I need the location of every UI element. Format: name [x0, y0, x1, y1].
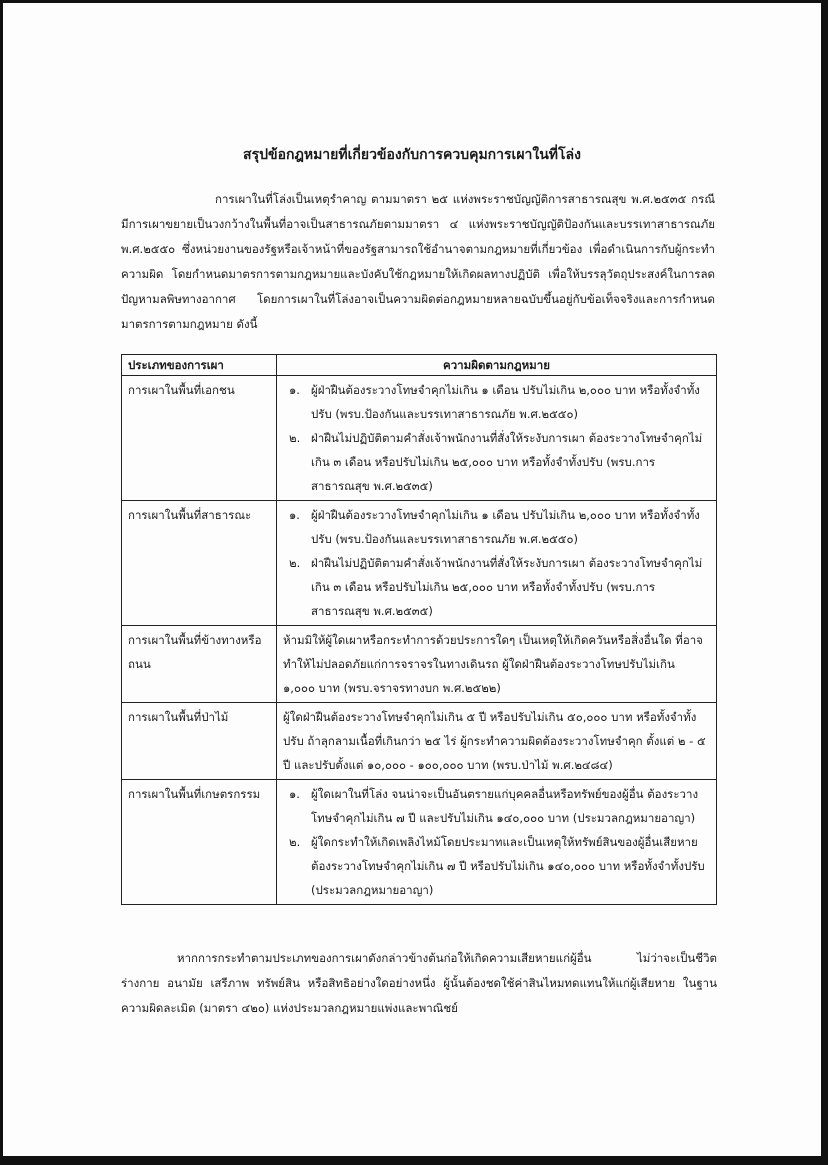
table-row: [122, 501, 717, 626]
item-number: ๒.: [289, 431, 301, 445]
item-text: ผู้ใดกระทำให้เกิดเพลิงไหม้โดยประมาทและเป็นเหตุให้ทรัพย์สินของผู้อื่นเสียหาย ต้องระวางโทษจำคุกไม่เกิน ๗ ปี หรือปรับไม่เกิน ๑๔๐,๐๐๐ บาท หรือทั้งจำทั้งปรับ (ประมวลกฎหมายอาญา): [311, 835, 705, 897]
item-number: ๑.: [289, 508, 300, 522]
intro-paragraph: การเผาในที่โล่งเป็นเหตุรำคาญ ตามมาตรา ๒๕ แห่งพระราชบัญญัติการสาธารณสุข พ.ศ.๒๕๓๕ กรณีมีการเผาขยายเป็นวงกว้างในพื้นที่อาจเป็นสาธารณภัยตามมาตรา ๔ แห่งพระราชบัญญัติป้องกันและบรรเทาสาธารณภัย พ.ศ.๒๕๕๐ ซึ่งหน่วยงานของรัฐหรือเจ้าหน้าที่ของรัฐสามารถใช้อำนาจตามกฎหมายที่เกี่ยวข้อง เพื่อดำเนินการกับผู้กระทำความผิด โดยกำหนดมาตรการตามกฎหมายและบังคับใช้กฎหมายให้เกิดผลทางปฏิบัติ เพื่อให้บรรลุวัตถุประสงค์ในการลดปัญหามลพิษทางอากาศ โดยการเผาในที่โล่งอาจเป็นความผิดต่อกฎหมายหลายฉบับขึ้นอยู่กับข้อเท็จจริงและการกำหนดมาตรการตามกฎหมาย ดังนี้: [121, 192, 715, 331]
row-type-public: การเผาในพื้นที่สาธารณะ: [122, 501, 277, 626]
list-item: [283, 426, 710, 498]
closing-paragraph: หากการกระทำตามประเภทของการเผาดังกล่าวข้างต้นก่อให้เกิดความเสียหายแก่ผู้อื่น ไม่ว่าจะเป็นชีวิต ร่างกาย อนามัย เสรีภาพ ทรัพย์สิน หรือสิทธิอย่างใดอย่างหนึ่ง ผู้นั้นต้องชดใช้ค่าสินไหมทดแทนให้แก่ผู้เสียหาย ในฐานความผิดละเมิด (มาตรา ๔๒๐) แห่งประมวลกฎหมายแพ่งและพาณิชย์: [121, 951, 717, 1015]
item-text: ผู้ฝ่าฝืนต้องระวางโทษจำคุกไม่เกิน ๑ เดือน ปรับไม่เกิน ๒,๐๐๐ บาท หรือทั้งจำทั้งปรับ (พรบ.ป้องกันและบรรเทาสาธารณภัย พ.ศ.๒๕๕๐): [311, 508, 700, 546]
row-type-agriculture: การเผาในพื้นที่เกษตรกรรม: [122, 780, 277, 905]
item-number: ๒.: [289, 835, 301, 849]
item-number: ๑.: [289, 383, 300, 397]
row-offense-forest: ผู้ใดฝ่าฝืนต้องระวางโทษจำคุกไม่เกิน ๕ ปี หรือปรับไม่เกิน ๕๐,๐๐๐ บาท หรือทั้งจำทั้งปรับ ถ้าลุกลามเนื้อที่เกินกว่า ๒๕ ไร่ ผู้กระทำความผิดต้องระวางโทษจำคุก ตั้งแต่ ๒ - ๕ ปี และปรับตั้งแต่ ๑๐,๐๐๐ - ๑๐๐,๐๐๐ บาท (พรบ.ป่าไม้ พ.ศ.๒๔๘๔): [277, 703, 717, 780]
row-offense-public: [277, 501, 717, 626]
item-number: ๑.: [289, 787, 300, 801]
row-offense-agriculture: [277, 780, 717, 905]
header-burn-type: ประเภทของการเผา: [122, 355, 277, 376]
list-item: [283, 782, 710, 830]
document-title: สรุปข้อกฎหมายที่เกี่ยวข้องกับการควบคุมการเผาในที่โล่ง: [243, 147, 581, 163]
item-text: ฝ่าฝืนไม่ปฏิบัติตามคำสั่งเจ้าพนักงานที่สั่งให้ระงับการเผา ต้องระวางโทษจำคุกไม่เกิน ๓ เดือน หรือปรับไม่เกิน ๒๕,๐๐๐ บาท หรือทั้งจำทั้งปรับ (พรบ.การสาธารณสุข พ.ศ.๒๕๓๕): [311, 431, 703, 493]
table-header-row: [122, 355, 717, 376]
item-number: ๒.: [289, 556, 301, 570]
row-offense-private: [277, 376, 717, 501]
row-type-roadside: การเผาในพื้นที่ข้างทางหรือถนน: [122, 626, 277, 703]
list-item: [283, 503, 710, 551]
table-row: [122, 626, 717, 703]
table-row: [122, 703, 717, 780]
list-item: [283, 551, 710, 623]
item-text: ฝ่าฝืนไม่ปฏิบัติตามคำสั่งเจ้าพนักงานที่สั่งให้ระงับการเผา ต้องระวางโทษจำคุกไม่เกิน ๓ เดือน หรือปรับไม่เกิน ๒๕,๐๐๐ บาท หรือทั้งจำทั้งปรับ (พรบ.การสาธารณสุข พ.ศ.๒๕๓๕): [311, 556, 703, 618]
row-type-private: การเผาในพื้นที่เอกชน: [122, 376, 277, 501]
row-offense-roadside: ห้ามมิให้ผู้ใดเผาหรือกระทำการด้วยประการใดๆ เป็นเหตุให้เกิดควันหรือสิ่งอื่นใด ที่อาจทำให้ไม่ปลอดภัยแก่การจราจรในทางเดินรถ ผู้ใดฝ่าฝืนต้องระวางโทษปรับไม่เกิน ๑,๐๐๐ บาท (พรบ.จราจรทางบก พ.ศ.๒๕๒๒): [277, 626, 717, 703]
table-row: [122, 780, 717, 905]
law-table: [121, 354, 717, 905]
row-type-forest: การเผาในพื้นที่ป่าไม้: [122, 703, 277, 780]
item-text: ผู้ฝ่าฝืนต้องระวางโทษจำคุกไม่เกิน ๑ เดือน ปรับไม่เกิน ๒,๐๐๐ บาท หรือทั้งจำทั้งปรับ (พรบ.ป้องกันและบรรเทาสาธารณภัย พ.ศ.๒๕๕๐): [311, 383, 700, 421]
list-item: [283, 378, 710, 426]
item-text: ผู้ใดเผาในที่โล่ง จนน่าจะเป็นอันตรายแก่บุคคลอื่นหรือทรัพย์ของผู้อื่น ต้องระวางโทษจำคุกไม่เกิน ๗ ปี และปรับไม่เกิน ๑๔๐,๐๐๐ บาท (ประมวลกฎหมายอาญา): [311, 787, 699, 825]
header-legal-offense: ความผิดตามกฎหมาย: [277, 355, 717, 376]
table-row: [122, 376, 717, 501]
list-item: [283, 830, 710, 902]
